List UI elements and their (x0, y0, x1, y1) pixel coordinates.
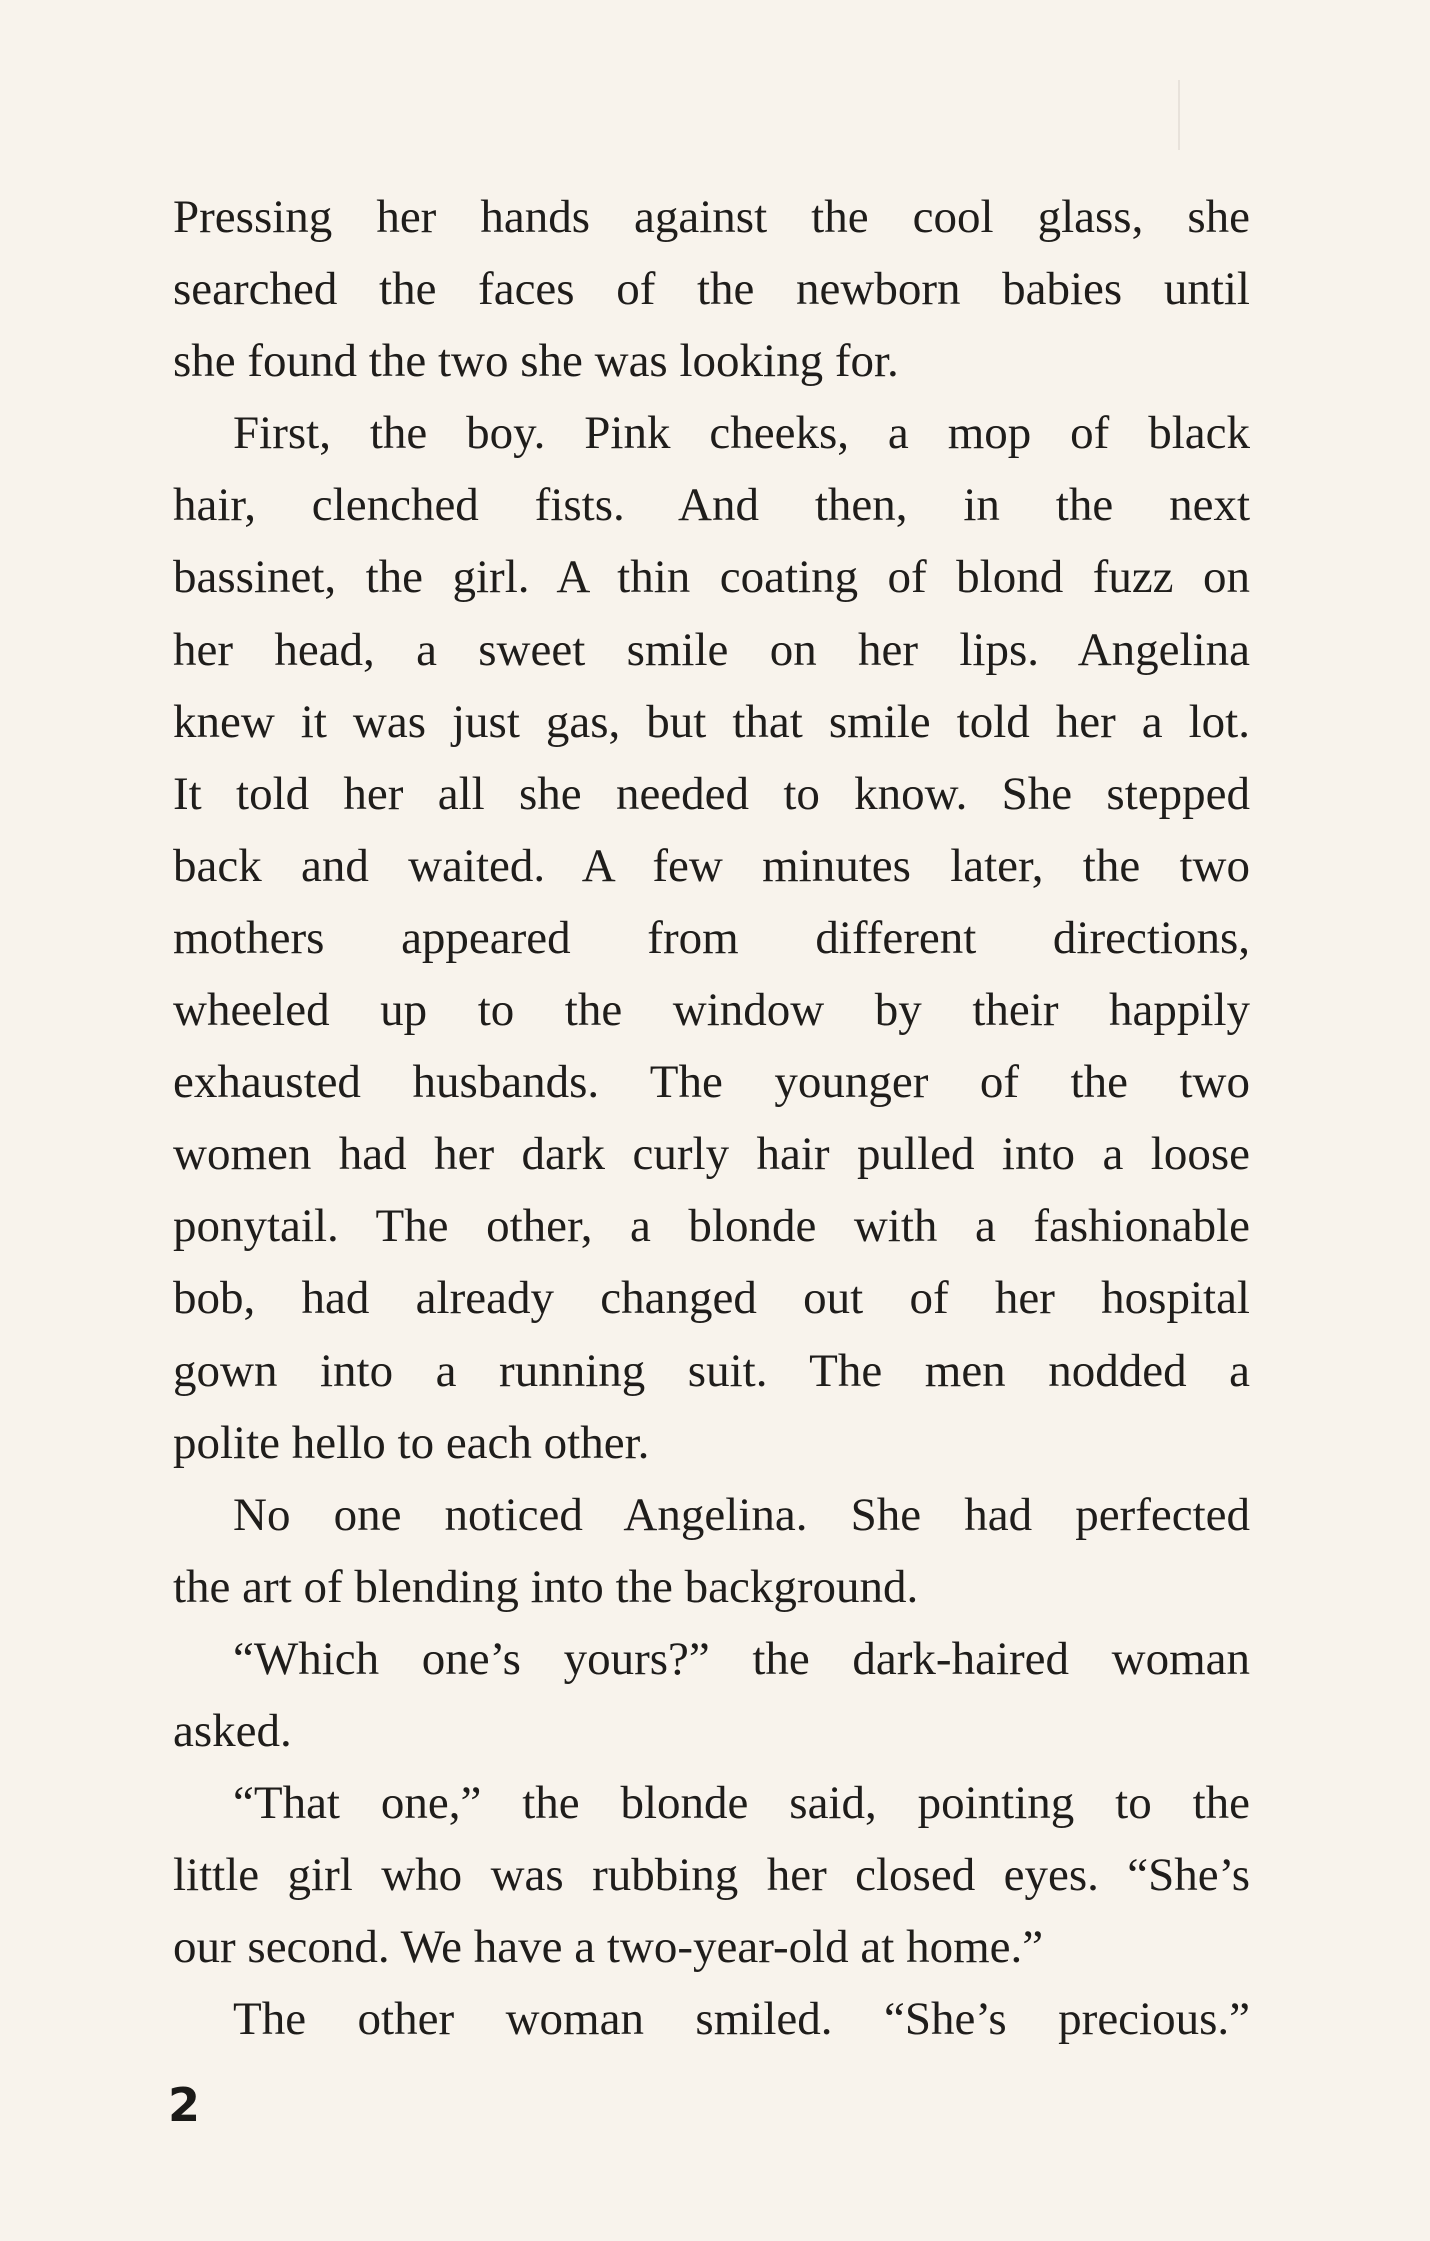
paragraph-2-line-7: back and waited. A few minutes later, the two (173, 839, 1250, 892)
paragraph-1-line-2: searched the faces of the newborn babies until (173, 263, 1250, 316)
paragraph-2-line-6: It told her all she needed to know. She stepped (173, 767, 1250, 820)
paragraph-6-line-1: The other woman smiled. “She’s precious.” (233, 1993, 1250, 2046)
paragraph-2-line-4: her head, a sweet smile on her lips. Angelina (173, 623, 1250, 676)
paragraph-5-line-3: our second. We have a two-year-old at home.” (173, 1921, 1044, 1974)
paragraph-2-line-8: mothers appeared from different directions, (173, 911, 1250, 964)
paragraph-2-line-14: gown into a running suit. The men nodded a (173, 1344, 1250, 1397)
paragraph-2-line-15: polite hello to each other. (173, 1416, 650, 1469)
page-number: 2 (168, 2078, 201, 2132)
paragraph-2-line-11: women had her dark curly hair pulled into a loose (173, 1128, 1250, 1181)
paragraph-2-line-1: First, the boy. Pink cheeks, a mop of black (233, 407, 1250, 460)
paragraph-2-line-12: ponytail. The other, a blonde with a fashionable (173, 1200, 1250, 1253)
paragraph-4-line-1: “Which one’s yours?” the dark-haired woman (233, 1632, 1250, 1685)
paragraph-3-line-2: the art of blending into the background. (173, 1560, 919, 1613)
paragraph-2-line-5: knew it was just gas, but that smile told her a lot. (173, 695, 1250, 748)
scan-artifact (1178, 80, 1180, 150)
paragraph-4-line-2: asked. (173, 1704, 292, 1757)
paragraph-2-line-10: exhausted husbands. The younger of the two (173, 1056, 1250, 1109)
paragraph-5-line-1: “That one,” the blonde said, pointing to the (233, 1777, 1250, 1830)
paragraph-3-line-1: No one noticed Angelina. She had perfected (233, 1488, 1250, 1541)
body-text (173, 181, 1250, 2055)
paragraph-1-line-1: Pressing her hands against the cool glass, she (173, 191, 1250, 243)
paragraph-5-line-2: little girl who was rubbing her closed eyes. “She’s (173, 1849, 1250, 1902)
paragraph-2-line-13: bob, had already changed out of her hospital (173, 1272, 1250, 1325)
paragraph-2-line-9: wheeled up to the window by their happily (173, 984, 1250, 1037)
paragraph-2-line-3: bassinet, the girl. A thin coating of blond fuzz on (173, 551, 1250, 604)
paragraph-2-line-2: hair, clenched fists. And then, in the next (173, 479, 1250, 532)
paragraph-1-line-3: she found the two she was looking for. (173, 335, 899, 388)
